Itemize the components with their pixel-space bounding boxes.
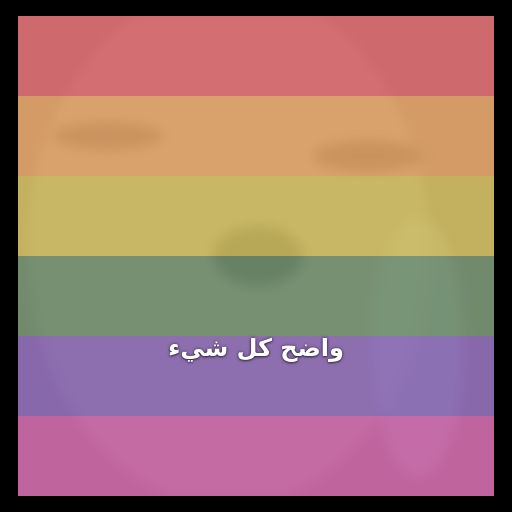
rainbow-flag-overlay — [18, 16, 494, 496]
photo — [18, 16, 494, 496]
caption-text: واضح كل شيء — [168, 334, 344, 362]
flag-stripe-orange — [18, 96, 494, 176]
flag-stripe-green — [18, 256, 494, 336]
flag-stripe-red — [18, 16, 494, 96]
flag-stripe-yellow — [18, 176, 494, 256]
flag-stripe-pink — [18, 416, 494, 496]
